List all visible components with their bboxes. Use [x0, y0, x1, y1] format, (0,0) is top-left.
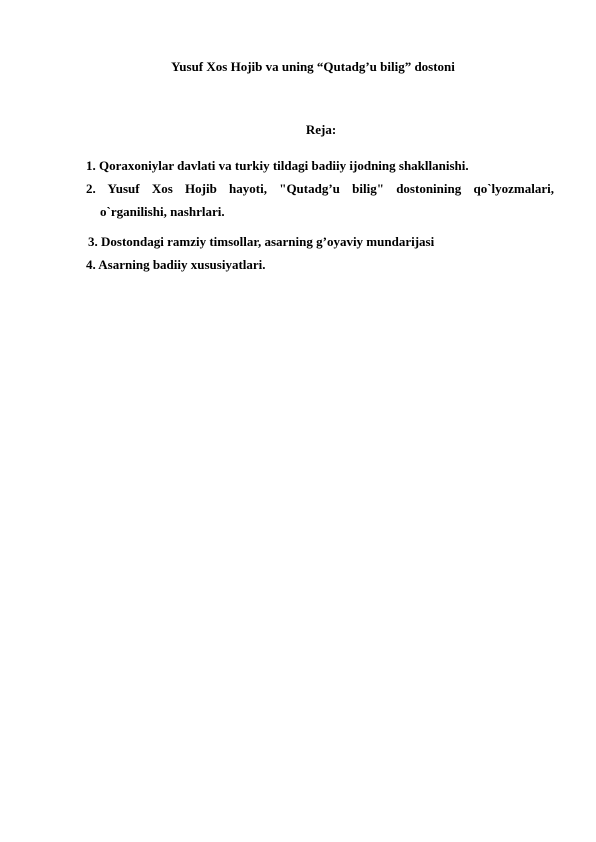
plan-item-2-line-1: 2. Yusuf Xos Hojib hayoti, "Qutadg’u bilig" dostonining qo`lyozmalari,	[86, 181, 554, 196]
plan-heading: Reja:	[305, 122, 337, 137]
plan-item-2-line-2: o`rganilishi, nashrlari.	[100, 204, 225, 219]
plan-item-2	[86, 181, 554, 220]
document-title: Yusuf Xos Hojib va uning “Qutadg’u bilig” dostoni	[171, 59, 455, 74]
plan-item-4: 4. Asarning badiiy xususiyatlari.	[86, 257, 266, 272]
plan-item-1: 1. Qoraxoniylar davlati va turkiy tildagi badiiy ijodning shakllanishi.	[86, 158, 469, 173]
plan-item-3: 3. Dostondagi ramziy timsollar, asarning g’oyaviy mundarijasi	[88, 234, 435, 249]
